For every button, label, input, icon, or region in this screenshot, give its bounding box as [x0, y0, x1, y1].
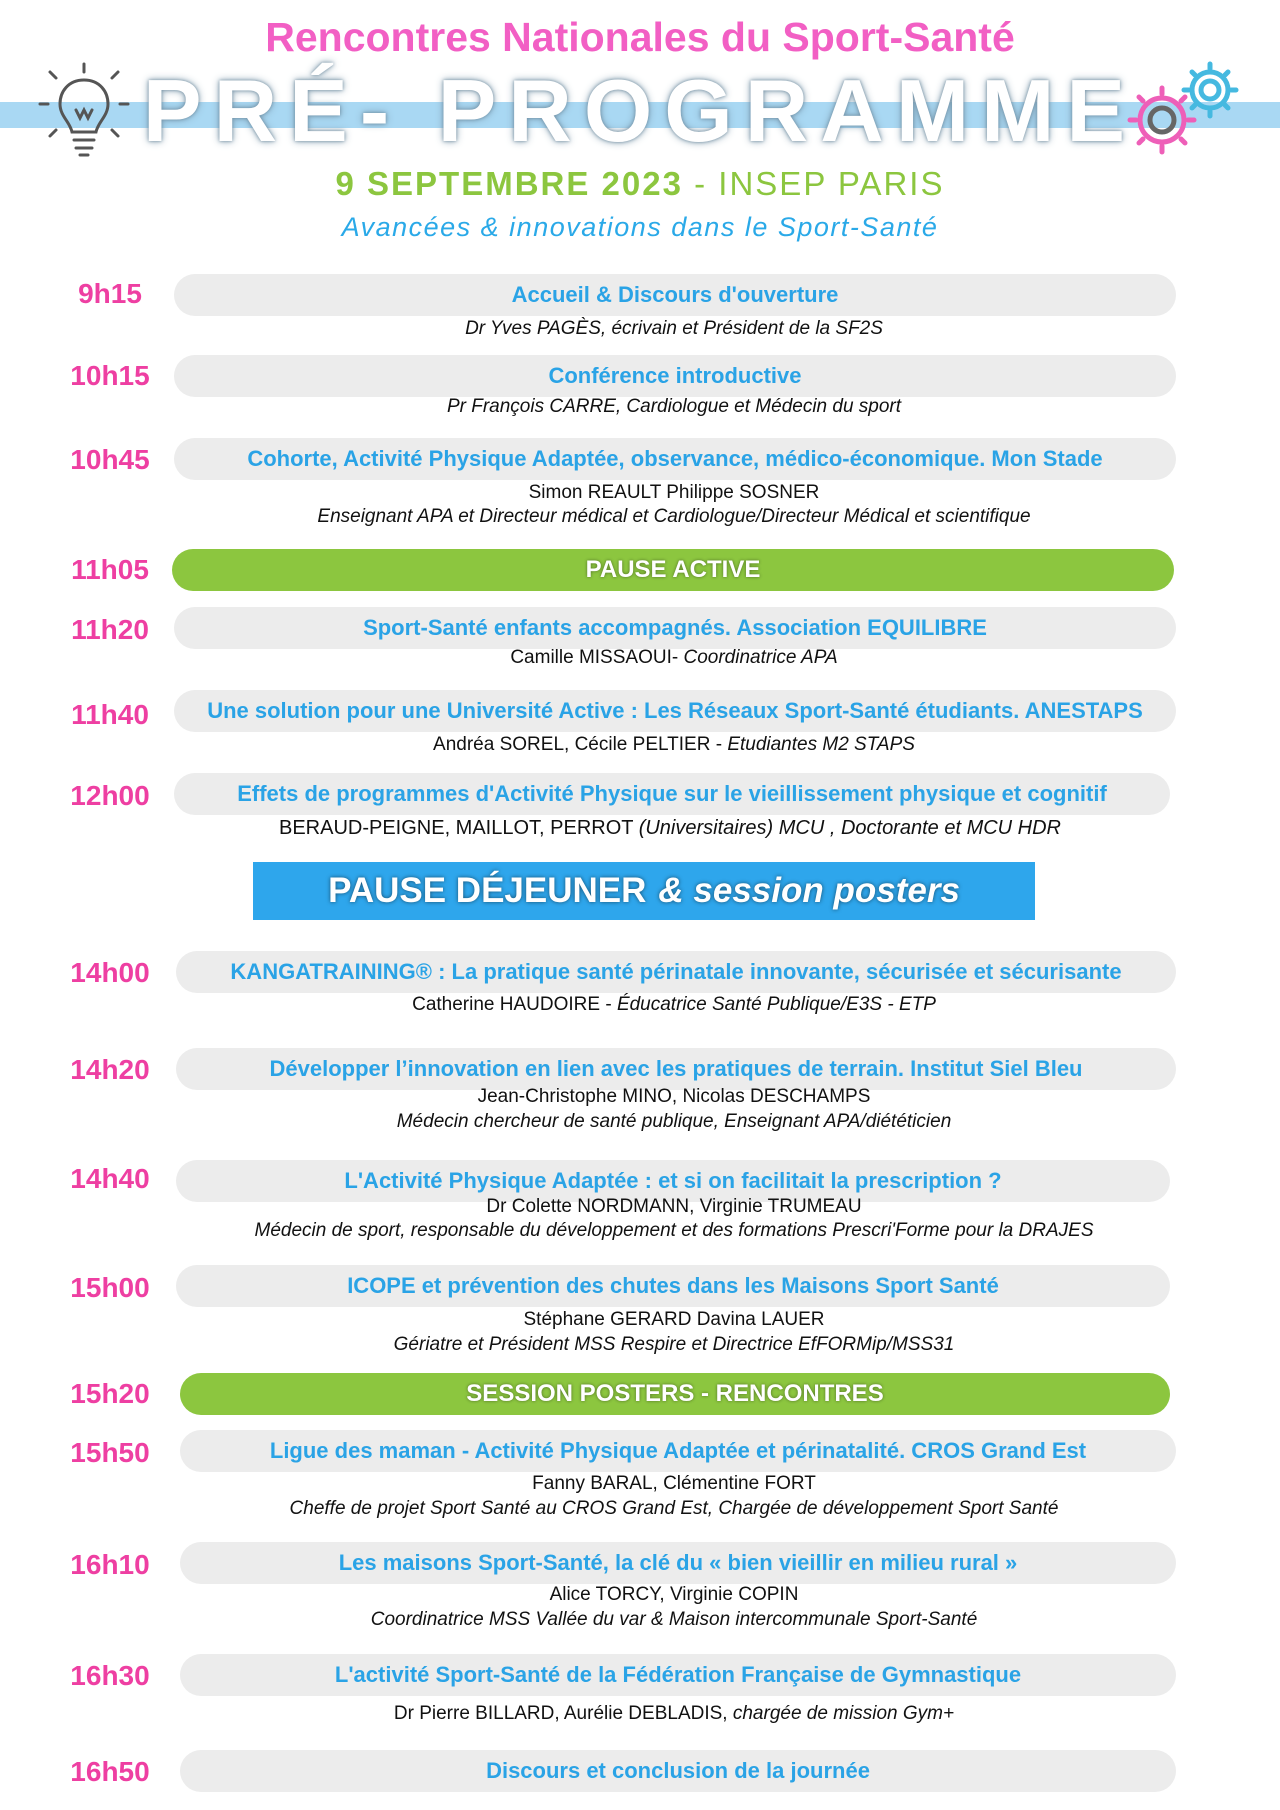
session-speakers: Camille MISSAOUI- Coordinatrice APA	[510, 647, 838, 668]
session-title: Les maisons Sport-Santé, la clé du « bien vieillir en milieu rural »	[180, 1542, 1176, 1584]
time-slot: 11h05	[71, 554, 149, 585]
page-title: PRÉ- PROGRAMME	[142, 61, 1138, 160]
session-title: Accueil & Discours d'ouverture	[174, 274, 1176, 316]
session-title: L'activité Sport-Santé de la Fédération Française de Gymnastique	[180, 1654, 1176, 1696]
session-speakers: Jean-Christophe MINO, Nicolas DESCHAMPS	[477, 1086, 871, 1107]
time-slot: 16h30	[70, 1660, 150, 1691]
time-slot: 10h15	[70, 360, 150, 391]
time-slot: 11h20	[71, 614, 149, 645]
time-slot: 15h00	[70, 1272, 150, 1303]
lightbulb-icon	[36, 60, 132, 160]
session-title: Effets de programmes d'Activité Physique sur le vieillissement physique et cognitif	[174, 773, 1170, 815]
time-slot: 16h10	[70, 1549, 150, 1580]
session-title: ICOPE et prévention des chutes dans les Maisons Sport Santé	[176, 1265, 1170, 1307]
session-speakers: Stéphane GERARD Davina LAUER	[523, 1309, 825, 1330]
session-title: Discours et conclusion de la journée	[180, 1750, 1176, 1792]
session-roles: Médecin chercheur de santé publique, Enseignant APA/diététicien	[396, 1111, 952, 1132]
session-roles: Enseignant APA et Directeur médical et Cardiologue/Directeur Médical et scientifique	[317, 506, 1031, 527]
tagline: Avancées & innovations dans le Sport-Santé	[341, 212, 939, 242]
session-speakers: Fanny BARAL, Clémentine FORT	[532, 1473, 816, 1494]
time-slot: 10h45	[70, 444, 150, 475]
session-speakers: Alice TORCY, Virginie COPIN	[549, 1584, 799, 1605]
lunch-break-banner: PAUSE DÉJEUNER & session posters	[253, 862, 1035, 920]
gears-icon	[1118, 60, 1248, 164]
session-speakers: BERAUD-PEIGNE, MAILLOT, PERROT (Universitaires) MCU , Doctorante et MCU HDR	[278, 817, 1061, 839]
time-slot: 14h40	[70, 1163, 150, 1194]
session-title: Développer l’innovation en lien avec les pratiques de terrain. Institut Siel Bleu	[176, 1048, 1176, 1090]
session-title: Cohorte, Activité Physique Adaptée, observance, médico-économique. Mon Stade	[174, 438, 1176, 480]
time-slot: 16h50	[70, 1756, 150, 1787]
time-slot: 9h15	[78, 278, 142, 309]
session-roles: Gériatre et Président MSS Respire et Directrice EfFORMip/MSS31	[393, 1334, 955, 1355]
event-date: 9 SEPTEMBRE 2023 - INSEP PARIS	[335, 165, 945, 202]
session-title: L'Activité Physique Adaptée : et si on facilitait la prescription ?	[176, 1160, 1170, 1202]
time-slot: 15h50	[70, 1437, 150, 1468]
session-title: Une solution pour une Université Active : Les Réseaux Sport-Santé étudiants. ANESTAPS	[174, 690, 1176, 732]
time-slot: 14h20	[70, 1054, 150, 1085]
session-title: KANGATRAINING® : La pratique santé périnatale innovante, sécurisée et sécurisante	[176, 951, 1176, 993]
session-roles: Médecin de sport, responsable du développement et des formations Prescri'Forme pour la DRAJES	[254, 1220, 1094, 1241]
session-speakers: Dr Pierre BILLARD, Aurélie DEBLADIS, chargée de mission Gym+	[393, 1703, 955, 1724]
session-speakers: Simon REAULT Philippe SOSNER	[528, 482, 820, 503]
session-roles: Coordinatrice MSS Vallée du var & Maison intercommunale Sport-Santé	[370, 1609, 978, 1630]
poster-session-banner: SESSION POSTERS - RENCONTRES	[180, 1373, 1170, 1415]
pause-active-banner: PAUSE ACTIVE	[172, 549, 1174, 591]
session-speakers: Dr Yves PAGÈS, écrivain et Président de la SF2S	[465, 318, 883, 339]
session-speakers: Pr François CARRE, Cardiologue et Médecin du sport	[446, 396, 902, 417]
time-slot: 15h20	[70, 1378, 150, 1409]
session-speakers: Catherine HAUDOIRE - Éducatrice Santé Publique/E3S - ETP	[412, 994, 936, 1015]
time-slot: 11h40	[71, 699, 149, 730]
session-roles: Cheffe de projet Sport Santé au CROS Grand Est, Chargée de développement Sport Santé	[289, 1498, 1059, 1519]
session-title: Conférence introductive	[174, 355, 1176, 397]
session-speakers: Andréa SOREL, Cécile PELTIER - Etudiantes M2 STAPS	[433, 734, 915, 755]
event-name: Rencontres Nationales du Sport-Santé	[265, 14, 1015, 60]
time-slot: 14h00	[70, 957, 150, 988]
time-slot: 12h00	[70, 780, 150, 811]
session-title: Sport-Santé enfants accompagnés. Association EQUILIBRE	[174, 607, 1176, 649]
session-title: Ligue des maman - Activité Physique Adaptée et périnatalité. CROS Grand Est	[180, 1430, 1176, 1472]
session-speakers: Dr Colette NORDMANN, Virginie TRUMEAU	[486, 1196, 862, 1217]
